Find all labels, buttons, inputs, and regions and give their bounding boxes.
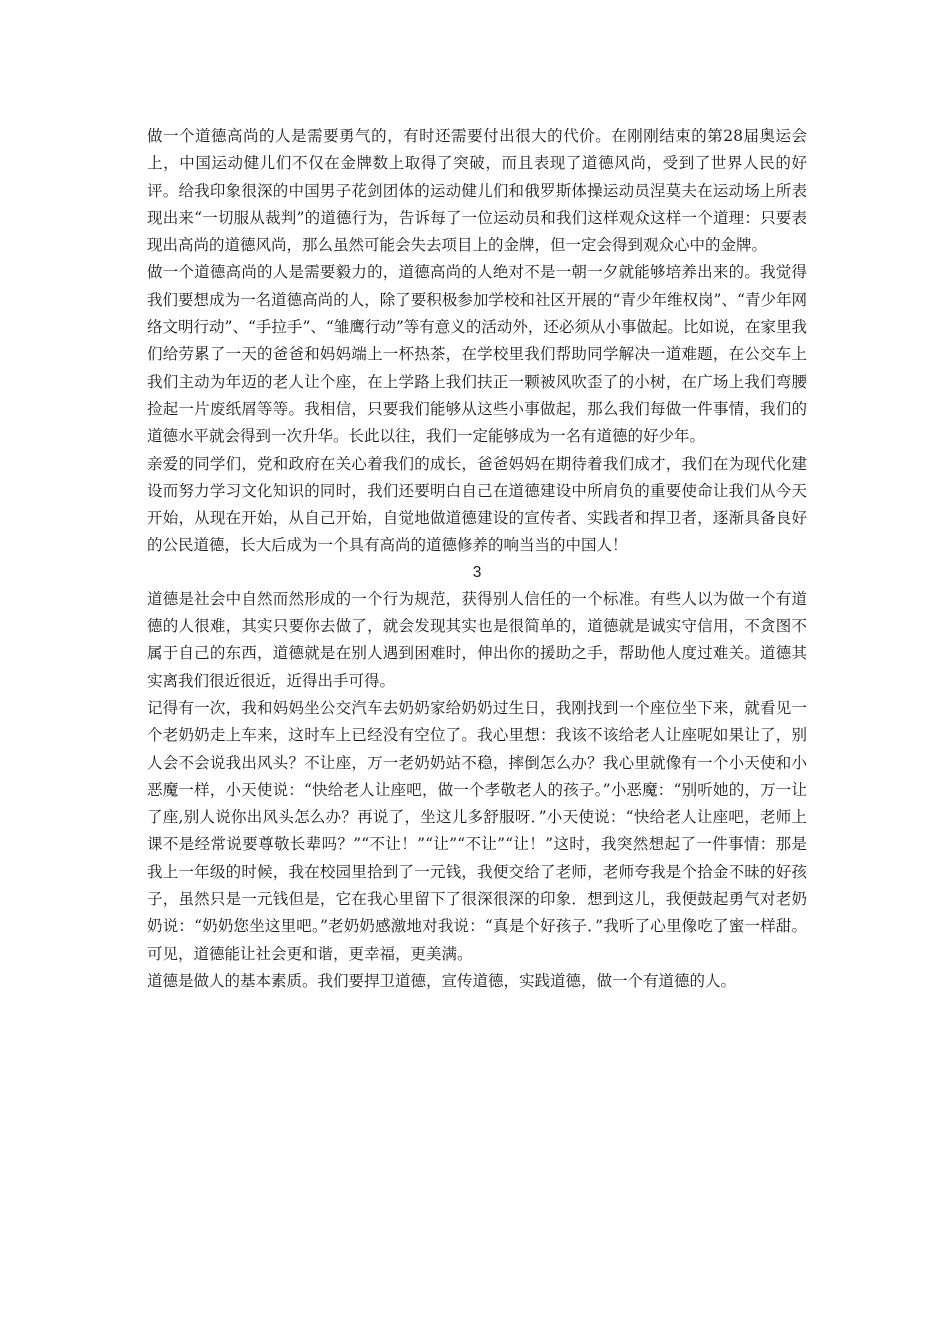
paragraph-perseverance: 做一个道德高尚的人是需要毅力的，道德高尚的人绝对不是一朝一夕就能够培养出来的。我觉得我们要想成为一名道德高尚的人，除了要积极参加学校和社区开展的“青少年维权岗”、“青少年网络文明行动”、“手拉手”、“雏鹰行动”等有意义的活动外，还必须从小事做起。比如说，在家里我们给劳累了一天的爸爸和妈妈端上一杯热茶，在学校里我们帮助同学解决一道难题，在公交车上我们主动为年迈的老人让个座，在上学路上我们扶正一颗被风吹歪了的小树，在广场上我们弯腰捡起一片废纸屑等等。我相信，只要我们能够从这些小事做起，那么我们每做一件事情，我们的道德水平就会得到一次升华。长此以往，我们一定能够成为一名有道德的好少年。: [147, 263, 807, 446]
paragraph-conclusion: 道德是做人的基本素质。我们要捍卫道德，宣传道德，实践道德，做一个有道德的人。: [147, 971, 737, 990]
section-number: 3: [472, 563, 482, 581]
paragraph-appeal: 亲爱的同学们，党和政府在关心着我们的成长，爸爸妈妈在期待着我们成才，我们在为现代化建设而努力学习文化知识的同时，我们还要明白自己在道德建设中所肩负的重要使命让我们从今天开始，从现在开始，从自己开始，自觉地做道德建设的宣传者、实践者和捍卫者，逐渐具备良好的公民道德，长大后成为一个具有高尚的道德修养的响当当的中国人！: [147, 454, 807, 555]
paragraph-courage: 做一个道德高尚的人是需要勇气的，有时还需要付出很大的代价。在刚刚结束的第28届奥运会上，中国运动健儿们不仅在金牌数上取得了突破，而且表现了道德风尚，受到了世界人民的好评。给我印象很深的中国男子花剑团体的运动健儿们和俄罗斯体操运动员涅莫夫在运动场上所表现出来“一切服从裁判”的道德行为，告诉每了一位运动员和我们这样观众这样一个道理：只要表现出高尚的道德风尚，那么虽然可能会失去项目上的金牌，但一定会得到观众心中的金牌。: [147, 127, 807, 255]
paragraph-morality-definition: 道德是社会中自然而然形成的一个行为规范，获得别人信任的一个标准。有些人以为做一个有道德的人很难，其实只要你去做了，就会发现其实也是很简单的，道德就是诚实守信用，不贪图不属于自己的东西，道德就是在别人遇到困难时，伸出你的援助之手，帮助他人度过难关。道德其实离我们很近很近，近得出手可得。: [147, 589, 807, 690]
document-page: [147, 123, 807, 995]
paragraph-bus-story: 记得有一次，我和妈妈坐公交汽车去奶奶家给奶奶过生日，我刚找到一个座位坐下来，就看见一个老奶奶走上车来，这时车上已经没有空位了。我心里想：我该不该给老人让座呢如果让了，别人会不会说我出风头？不让座，万一老奶奶站不稳，摔倒怎么办？我心里就像有一个小天使和小恶魔一样，小天使说：“快给老人让座吧，做一个孝敬老人的孩子。”小恶魔：“别听她的，万一让了座,别人说你出风头怎么办？再说了，坐这儿多舒服呀．”小天使说：“快给老人让座吧，老师上课不是经常说要尊敬长辈吗？”“不让！”“让”“不让”“让！”这时，我突然想起了一件事情：那是我上一年级的时候，我在校园里拾到了一元钱，我便交给了老师，老师夸我是个拾金不昧的好孩子，虽然只是一元钱但是，它在我心里留下了很深很深的印象．想到这儿，我便鼓起勇气对老奶奶说：“奶奶您坐这里吧。”老奶奶感激地对我说：“真是个好孩子．”我听了心里像吃了蜜一样甜。可见，道德能让社会更和谐，更幸福，更美满。: [147, 698, 807, 963]
